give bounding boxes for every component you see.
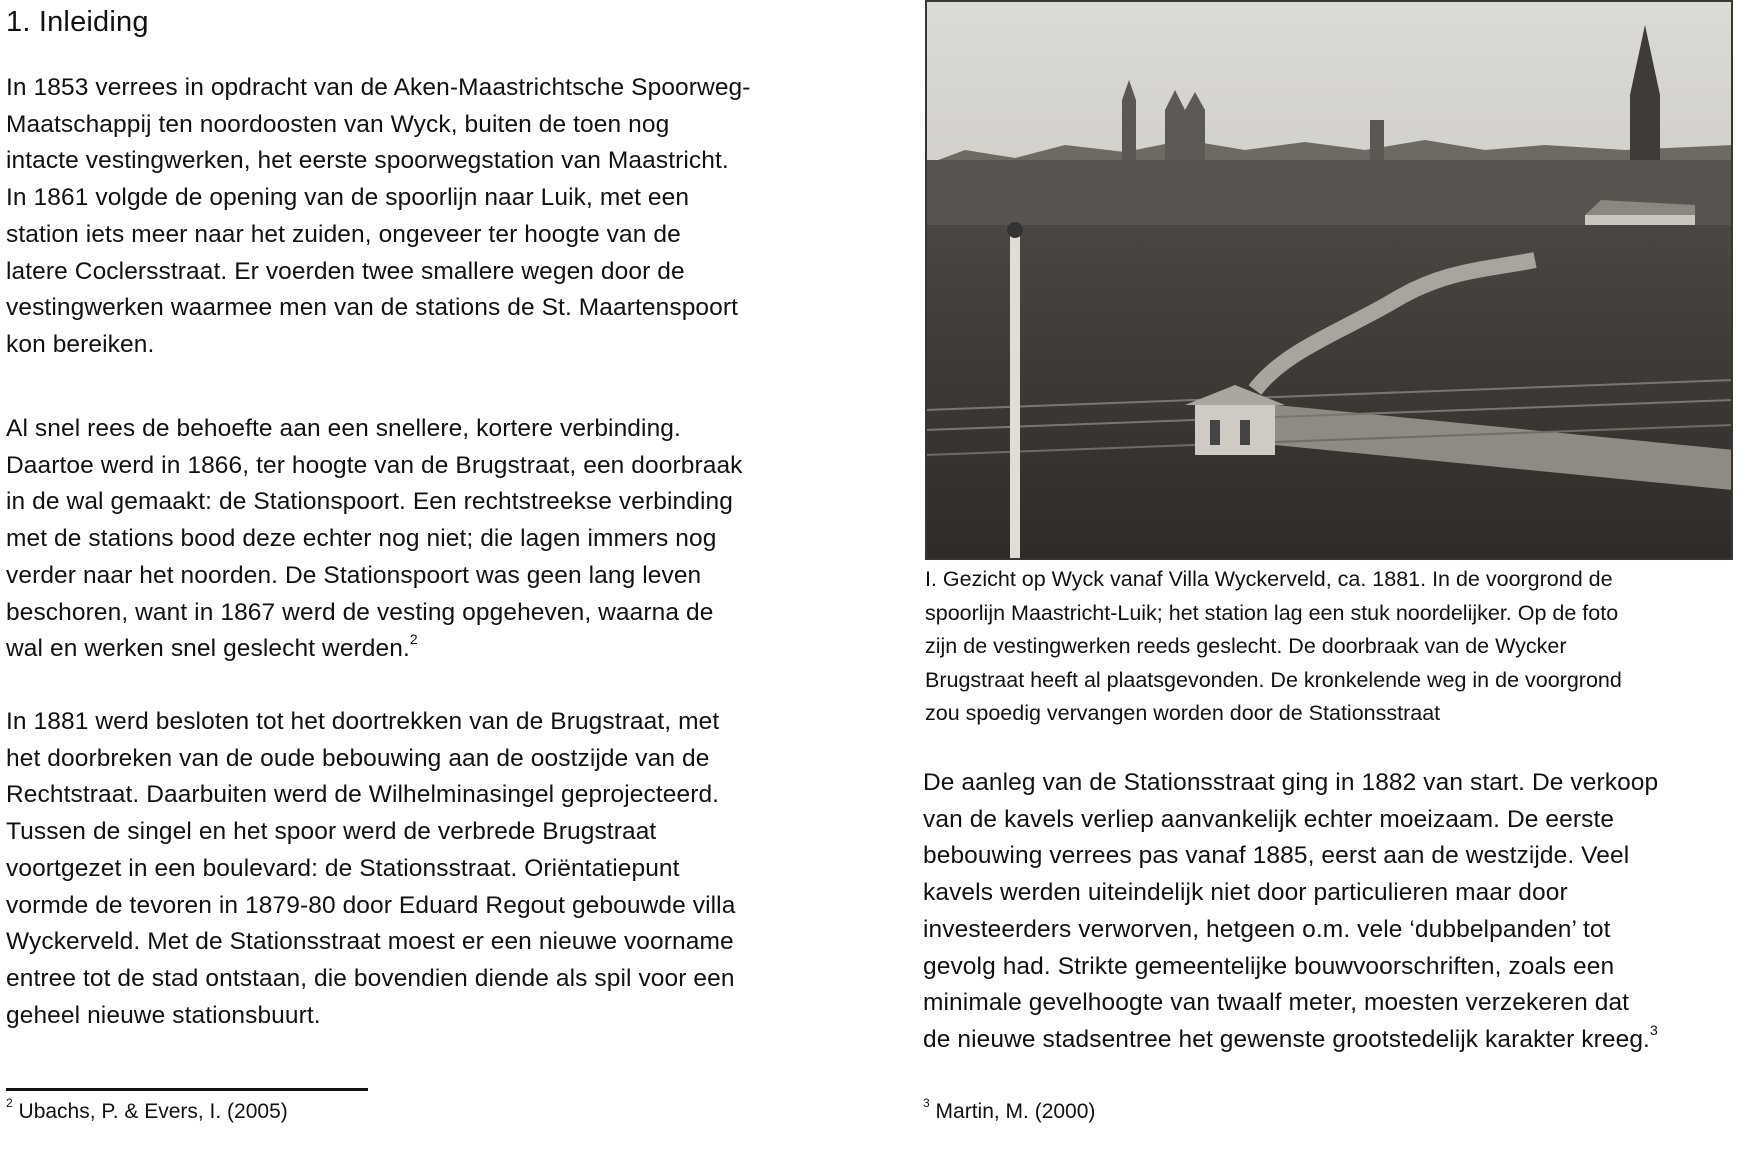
paragraph-aanleg [923, 765, 1763, 1059]
caption-line: zou spoedig vervangen worden door de Stationsstraat [925, 701, 1441, 725]
text-line: beschoren, want in 1867 werd de vesting opgeheven, waarna de [6, 598, 714, 626]
footnote-3 [923, 1096, 1096, 1124]
paragraph-intro [6, 70, 826, 364]
text-line: Rechtstraat. Daarbuiten werd de Wilhelminasingel geprojecteerd. [6, 781, 720, 809]
text-line: minimale gevelhoogte van twaalf meter, moesten verzekeren dat [923, 989, 1630, 1017]
text-line: kon bereiken. [6, 330, 155, 358]
text-line: het doorbreken van de oude bebouwing aan de oostzijde van de [6, 744, 710, 772]
text-line: station iets meer naar het zuiden, ongeveer ter hoogte van de [6, 220, 681, 248]
text-line: kavels werden uiteindelijk niet door particulieren maar door [923, 879, 1568, 907]
caption-line: I. Gezicht op Wyck vanaf Villa Wyckerveld, ca. 1881. In de voorgrond de [925, 567, 1613, 591]
footnote-number: 2 [6, 1096, 13, 1110]
text-line [923, 1022, 1763, 1059]
caption-line: zijn de vestingwerken reeds geslecht. De doorbraak van de Wycker [925, 634, 1567, 658]
section-heading: 1. Inleiding [6, 6, 149, 38]
photo-wyck-panorama-image [925, 0, 1733, 560]
text-line: De aanleg van de Stationsstraat ging in 1882 van start. De verkoop [923, 769, 1659, 796]
text-line: bebouwing verrees pas vanaf 1885, eerst aan de westzijde. Veel [923, 842, 1630, 870]
text-line: gevolg had. Strikte gemeentelijke bouwvoorschriften, zoals een [923, 952, 1615, 980]
text-line: Daartoe werd in 1866, ter hoogte van de Brugstraat, een doorbraak [6, 451, 743, 479]
text-line: voortgezet in een boulevard: de Stationsstraat. Oriëntatiepunt [6, 854, 680, 882]
text-line: met de stations bood deze echter nog niet; die lagen immers nog [6, 525, 717, 553]
text-line: In 1881 werd besloten tot het doortrekken van de Brugstraat, met [6, 708, 720, 735]
caption-line: Brugstraat heeft al plaatsgevonden. De kronkelende weg in de voorgrond [925, 667, 1622, 692]
footnote-text: Ubachs, P. & Evers, I. (2005) [12, 1100, 288, 1123]
text-line: vestingwerken waarmee men van de stations de St. Maartenspoort [6, 294, 739, 322]
text-line: geheel nieuwe stationsbuurt. [6, 1001, 321, 1029]
text-line: In 1861 volgde de opening van de spoorlijn naar Luik, met een [6, 184, 690, 212]
text-line-content: wal en werken snel geslecht werden. [6, 635, 410, 663]
text-line: latere Coclersstraat. Er voerden twee smallere wegen door de [6, 257, 685, 285]
text-line: Al snel rees de behoefte aan een snellere, kortere verbinding. [6, 415, 681, 442]
photo-caption [925, 563, 1755, 731]
footnote-separator [6, 1088, 368, 1091]
text-line: investeerders verworven, hetgeen o.m. vele ‘dubbelpanden’ tot [923, 915, 1611, 943]
text-line: Maatschappij ten noordoosten van Wyck, buiten de toen nog [6, 110, 670, 138]
historic-photo [925, 0, 1733, 560]
text-line-content: de nieuwe stadsentree het gewenste grootstedelijk karakter kreeg. [923, 1025, 1650, 1053]
text-line: in de wal gemaakt: de Stationspoort. Een rechtstreekse verbinding [6, 488, 733, 516]
footnote-number: 3 [923, 1096, 930, 1110]
footnote-ref[interactable]: 2 [409, 631, 418, 648]
footnote-ref[interactable]: 3 [1649, 1021, 1658, 1038]
text-line: vormde de tevoren in 1879-80 door Eduard Regout gebouwde villa [6, 891, 736, 919]
caption-line: spoorlijn Maastricht-Luik; het station lag een stuk noordelijker. Op de foto [925, 600, 1619, 625]
text-line: verder naar het noorden. De Stationspoort was geen lang leven [6, 561, 702, 589]
text-line: In 1853 verrees in opdracht van de Aken-Maastrichtsche Spoorweg- [6, 74, 751, 101]
footnote-text: Martin, M. (2000) [929, 1100, 1096, 1123]
paragraph-stationsstraat-plan [6, 704, 826, 1034]
text-line: van de kavels verliep aanvankelijk echter moeizaam. De eerste [923, 805, 1615, 833]
text-line: intacte vestingwerken, het eerste spoorwegstation van Maastricht. [6, 147, 729, 175]
text-line: Tussen de singel en het spoor werd de verbrede Brugstraat [6, 818, 657, 846]
footnote-2 [6, 1096, 288, 1124]
text-line: entree tot de stad ontstaan, die bovendien diende als spil voor een [6, 964, 735, 992]
text-line: Wyckerveld. Met de Stationsstraat moest er een nieuwe voorname [6, 928, 734, 956]
paragraph-stationspoort [6, 411, 826, 668]
text-line [6, 631, 826, 668]
